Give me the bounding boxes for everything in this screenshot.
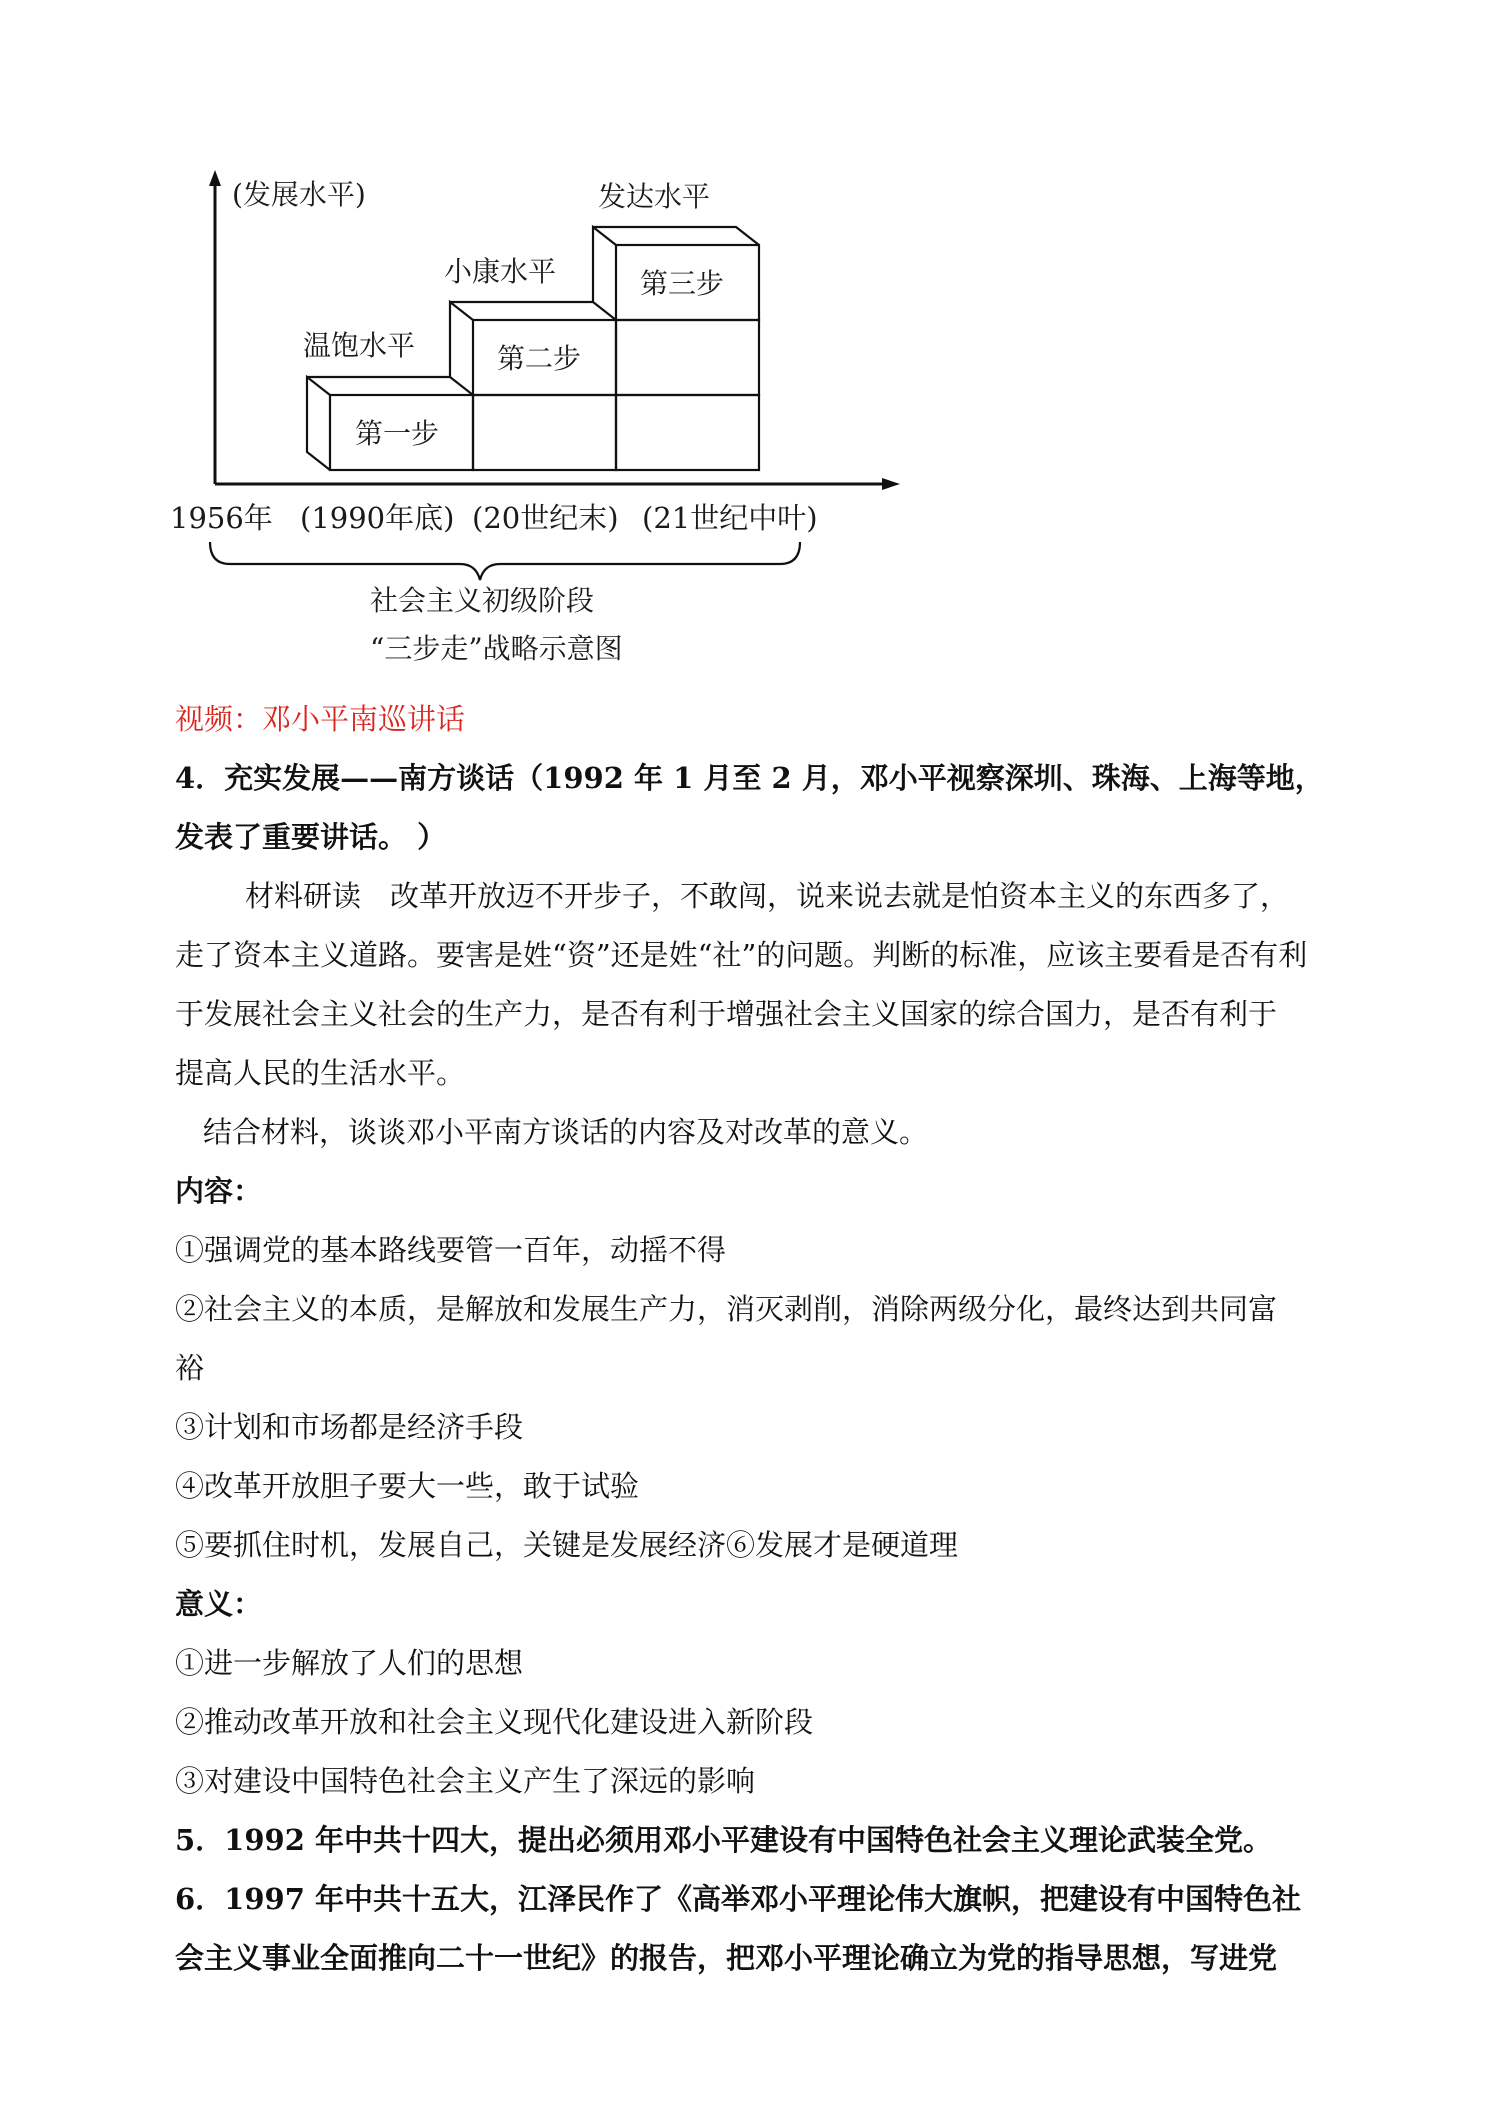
section4-heading-1: 4．充实发展——南方谈话（1992 年 1 月至 2 月，邓小平视察深圳、珠海、上海等地， xyxy=(175,761,1324,795)
document-body xyxy=(175,690,1325,1988)
block-step1-side xyxy=(307,377,330,470)
content-label: 内容： xyxy=(175,1174,263,1208)
content-item-5: ⑤要抓住时机，发展自己，关键是发展经济⑥发展才是硬道理 xyxy=(175,1528,959,1562)
stage-brace xyxy=(210,542,800,580)
brace-label: 社会主义初级阶段 xyxy=(370,584,595,617)
block-step2-col3 xyxy=(616,320,759,395)
block-step3-side xyxy=(593,227,616,302)
block-step1-top xyxy=(307,377,473,395)
diagram-caption: “三步走”战略示意图 xyxy=(370,632,623,665)
section6-line-1: 6．1997 年中共十五大，江泽民作了《高举邓小平理论伟大旗帜，把建设有中国特色社 xyxy=(175,1882,1301,1916)
section6-line-2: 会主义事业全面推向二十一世纪》的报告，把邓小平理论确立为党的指导思想，写进党 xyxy=(175,1941,1278,1975)
step-label-2: 第二步 xyxy=(497,342,582,375)
content-item-2: ②社会主义的本质，是解放和发展生产力，消灭剥削，消除两级分化，最终达到共同富 xyxy=(175,1292,1278,1326)
block-step1-col3 xyxy=(616,395,759,470)
material-line-1: 材料研读 改革开放迈不开步子，不敢闯，说来说去就是怕资本主义的东西多了， xyxy=(245,879,1290,913)
step-label-1: 第一步 xyxy=(355,417,440,450)
content-item-1: ①强调党的基本路线要管一百年，动摇不得 xyxy=(175,1233,727,1267)
block-step2-side xyxy=(450,302,473,377)
x-axis-arrow xyxy=(882,478,900,490)
block-step2-top xyxy=(450,302,616,320)
y-axis-arrow xyxy=(209,170,221,186)
step-label-3: 第三步 xyxy=(640,267,725,300)
meaning-item-1: ①进一步解放了人们的思想 xyxy=(175,1646,524,1680)
section5: 5．1992 年中共十四大，提出必须用邓小平建设有中国特色社会主义理论武装全党。 xyxy=(175,1823,1272,1857)
content-item-2-cont: 裕 xyxy=(175,1351,205,1385)
three-step-strategy-diagram xyxy=(170,170,930,670)
block-step3-top xyxy=(593,227,759,245)
material-line-3: 于发展社会主义社会的生产力，是否有利于增强社会主义国家的综合国力，是否有利于 xyxy=(175,997,1278,1031)
material-line-2: 走了资本主义道路。要害是姓“资”还是姓“社”的问题。判断的标准，应该主要看是否有利 xyxy=(175,938,1308,972)
diagram-svg xyxy=(170,170,930,670)
level-label-2: 小康水平 xyxy=(444,255,557,288)
video-link[interactable]: 视频：邓小平南巡讲话 xyxy=(175,702,466,736)
level-label-1: 温饱水平 xyxy=(303,329,416,362)
question: 结合材料，谈谈邓小平南方谈话的内容及对改革的意义。 xyxy=(203,1115,929,1149)
meaning-label: 意义： xyxy=(175,1587,263,1621)
meaning-item-3: ③对建设中国特色社会主义产生了深远的影响 xyxy=(175,1764,756,1798)
content-item-3: ③计划和市场都是经济手段 xyxy=(175,1410,524,1444)
content-item-4: ④改革开放胆子要大一些，敢于试验 xyxy=(175,1469,640,1503)
level-label-3: 发达水平 xyxy=(598,180,711,213)
section4-heading-2: 发表了重要讲话。 ） xyxy=(175,820,447,854)
y-axis-label: (发展水平) xyxy=(232,178,366,211)
x-label-1956: 1956年 xyxy=(170,501,273,535)
x-label-1990: (1990年底) xyxy=(300,501,455,535)
x-label-20c: (20世纪末) xyxy=(472,501,619,535)
x-label-21c: (21世纪中叶) xyxy=(642,501,818,535)
block-step1-col2 xyxy=(473,395,616,470)
meaning-item-2: ②推动改革开放和社会主义现代化建设进入新阶段 xyxy=(175,1705,814,1739)
material-line-4: 提高人民的生活水平。 xyxy=(175,1056,466,1090)
